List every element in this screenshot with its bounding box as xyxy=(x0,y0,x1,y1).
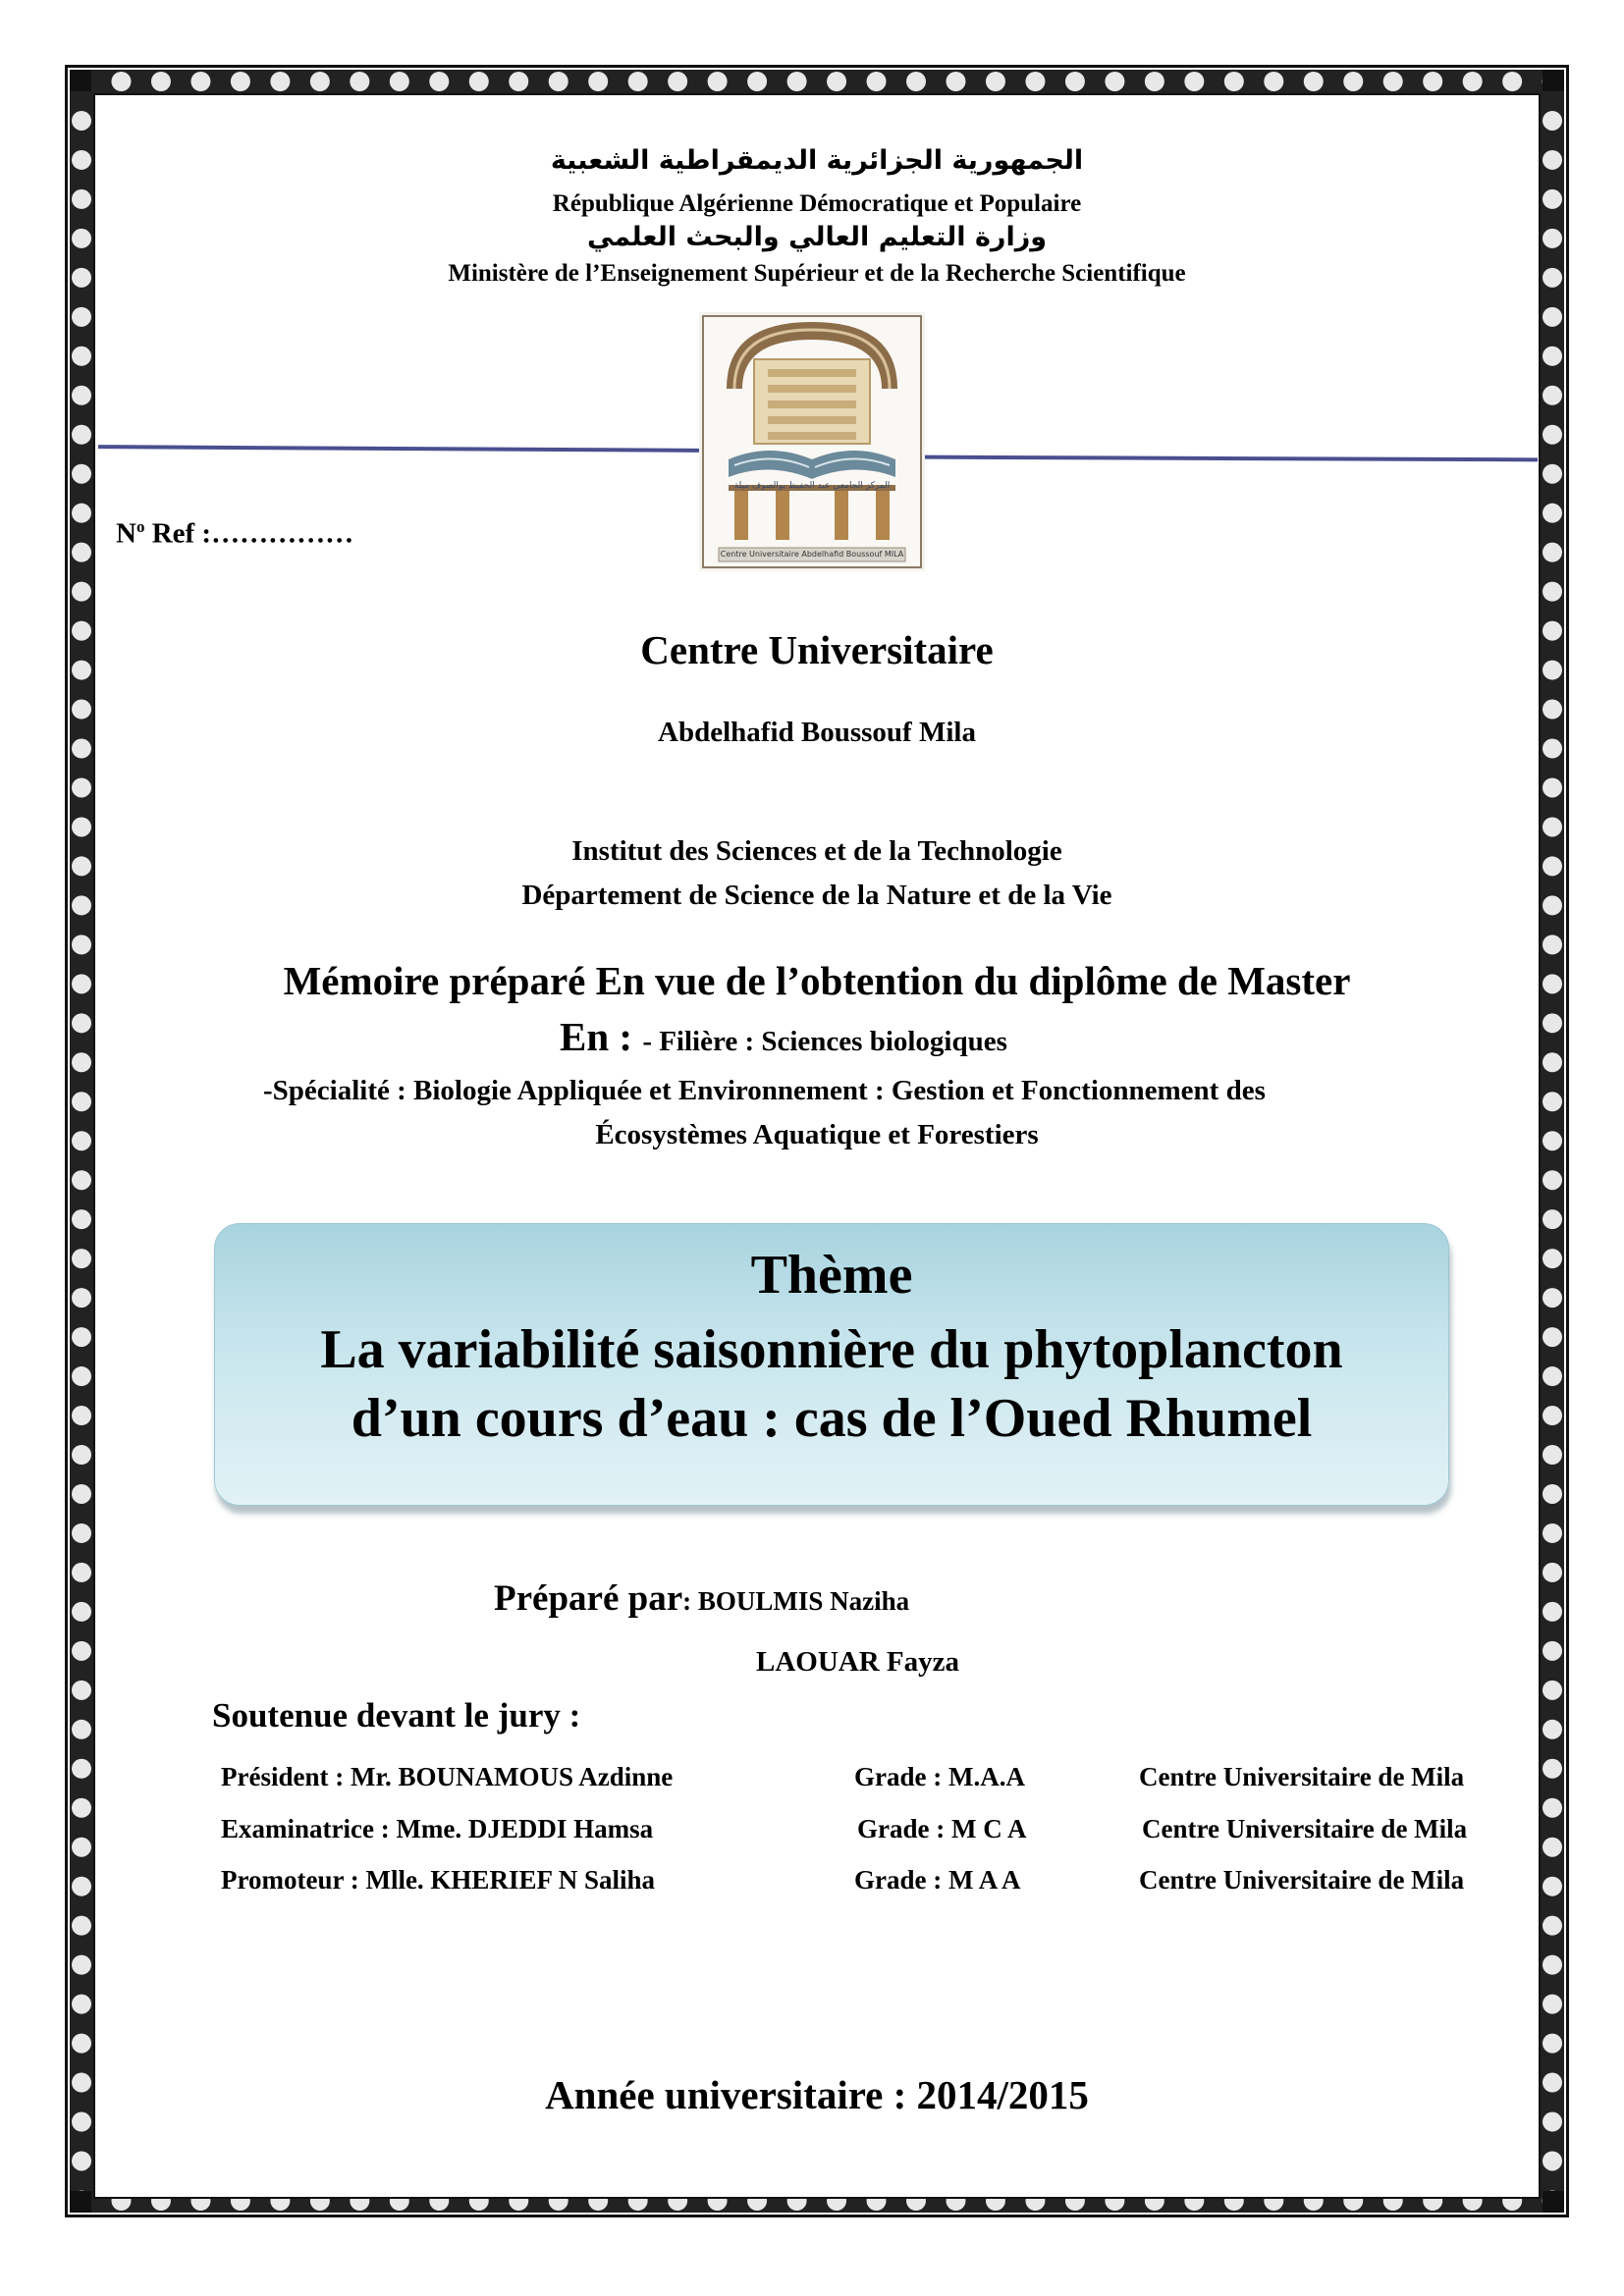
logo-arabic-caption: المركز الجامعي عبد الحفيظ بوالصوف ميلة xyxy=(733,481,891,491)
border-corner xyxy=(70,2191,91,2213)
author-1: : BOULMIS Naziha xyxy=(682,1586,910,1616)
header-arabic-republic: الجمهورية الجزائرية الديمقراطية الشعبية xyxy=(550,145,1084,176)
author-2: LAOUAR Fayza xyxy=(756,1646,960,1678)
authors-line xyxy=(494,1577,909,1620)
border-corner xyxy=(1543,70,1564,91)
header-french-ministry: Ministère de l’Enseignement Supérieur et de la Recherche Scientifique xyxy=(448,260,1186,287)
jury-member-grade: Grade : M A A xyxy=(854,1865,1021,1895)
header-arabic-ministry: وزارة التعليم العالي والبحث العلمي xyxy=(586,222,1048,252)
university-logo xyxy=(699,312,925,571)
logo-caption: Centre Universitaire Abdelhafid Boussouf MILA xyxy=(720,550,904,559)
memoire-title: Mémoire préparé En vue de l’obtention du diplôme de Master xyxy=(283,958,1351,1003)
institution-centre: Centre Universitaire xyxy=(640,627,994,672)
header-french-republic: République Algérienne Démocratique et Populaire xyxy=(552,190,1082,217)
reference-label-o: o xyxy=(135,517,145,536)
theme-box xyxy=(214,1223,1449,1506)
theme-title-line2: d’un cours d’eau : cas de l’Oued Rhumel xyxy=(351,1388,1313,1449)
reference-number xyxy=(116,517,353,551)
institution-department: Département de Science de la Nature et de la Vie xyxy=(521,880,1112,911)
institution-institute: Institut des Sciences et de la Technologie xyxy=(571,835,1062,867)
border-corner xyxy=(1543,2191,1564,2213)
jury-member-affiliation: Centre Universitaire de Mila xyxy=(1142,1814,1468,1843)
reference-label-rest: Ref :…………… xyxy=(144,517,354,550)
theme-title-line1: La variabilité saisonnière du phytoplancton xyxy=(320,1319,1343,1380)
memoire-filiere-text: - Filière : Sciences biologiques xyxy=(642,1026,1007,1057)
academic-year: Année universitaire : 2014/2015 xyxy=(545,2072,1089,2117)
jury-member-affiliation: Centre Universitaire de Mila xyxy=(1139,1865,1465,1895)
memoire-specialite-line2: Écosystèmes Aquatique et Forestiers xyxy=(595,1119,1039,1150)
university-logo-graphic xyxy=(699,312,925,571)
jury-member-name: Promoteur : Mlle. KHERIEF N Saliha xyxy=(221,1865,655,1895)
jury-member-grade: Grade : M C A xyxy=(857,1814,1027,1843)
jury-member-name: Examinatrice : Mme. DJEDDI Hamsa xyxy=(221,1814,654,1843)
border-corner xyxy=(70,70,91,91)
jury-member-affiliation: Centre Universitaire de Mila xyxy=(1139,1762,1465,1791)
memoire-en-label: En : xyxy=(560,1014,643,1059)
authors-label: Préparé par xyxy=(494,1578,683,1619)
jury-member-name: Président : Mr. BOUNAMOUS Azdinne xyxy=(221,1762,674,1791)
memoire-specialite-line1: -Spécialité : Biologie Appliquée et Environnement : Gestion et Fonctionnement des xyxy=(263,1075,1266,1106)
jury-label: Soutenue devant le jury : xyxy=(212,1696,581,1735)
institution-name: Abdelhafid Boussouf Mila xyxy=(658,717,976,748)
jury-member-grade: Grade : M.A.A xyxy=(854,1762,1025,1791)
theme-label: Thème xyxy=(750,1245,913,1306)
reference-label-n: N xyxy=(116,517,136,550)
memoire-filiere xyxy=(560,1013,1007,1060)
